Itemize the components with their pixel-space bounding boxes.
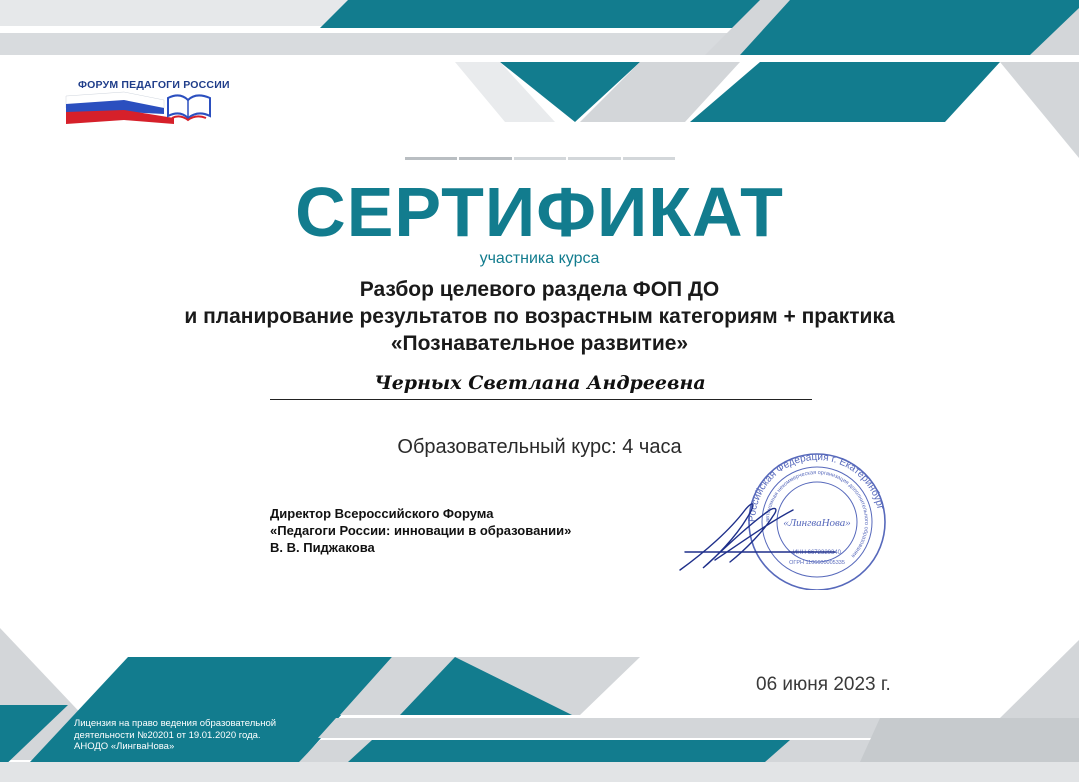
top-gray-stripe <box>0 0 380 26</box>
stamp-outer-text: Российская Федерация г. Екатеринбург <box>746 451 886 523</box>
stamp-inner-text: автономная некоммерческая организация дополнительного образования <box>764 469 870 559</box>
top-teal-right <box>740 0 1079 55</box>
top-gray-band <box>0 33 760 55</box>
participant-name: Черных Светлана Андреевна <box>374 372 706 394</box>
bottom-edge <box>0 762 1079 782</box>
license-line: Лицензия на право ведения образовательной <box>74 718 277 729</box>
director-block <box>270 505 571 556</box>
stamp-and-signature <box>675 440 900 590</box>
certificate-title: СЕРТИФИКАТ <box>295 173 784 251</box>
top-right-gray-wedge <box>1000 62 1079 158</box>
director-line: Директор Всероссийского Форума <box>270 506 494 521</box>
bottom-teal-bar <box>348 740 790 762</box>
bottom-gray-right-wedge <box>860 718 1079 762</box>
course-title-line: «Познавательное развитие» <box>390 332 689 355</box>
license-info <box>74 718 276 753</box>
stamp-ogrn-text: ОГРН 1106600005335 <box>789 560 845 566</box>
logo-text: ФОРУМ ПЕДАГОГИ РОССИИ <box>78 79 230 91</box>
top-teal-parallelogram <box>690 62 1000 122</box>
top-teal-band <box>320 0 795 28</box>
certificate-subtitle: участника курса <box>479 250 600 267</box>
stamp-center-text: «ЛингваНова» <box>783 517 851 529</box>
course-title <box>0 276 1079 357</box>
decorative-dashes <box>405 157 675 161</box>
director-line: В. В. Пиджакова <box>270 540 375 555</box>
director-line: «Педагоги России: инновации в образовании» <box>270 523 572 538</box>
course-title-line: и планирование результатов по возрастным категориям + практика <box>184 305 895 328</box>
name-underline <box>270 399 812 400</box>
course-duration: Образовательный курс: 4 часа <box>397 436 682 458</box>
stamp-inn-text: ИНН 6672329340 <box>792 550 842 556</box>
license-line: деятельности №20201 от 19.01.2020 года. <box>74 729 261 741</box>
svg-text:автономная некоммерческая орга <box>765 470 869 559</box>
license-line: АНОДО «ЛингваНова» <box>74 741 175 752</box>
course-title-line: Разбор целевого раздела ФОП ДО <box>359 278 720 301</box>
issue-date: 06 июня 2023 г. <box>756 674 891 695</box>
bottom-right-gray-triangle <box>1000 640 1079 718</box>
stamp <box>747 452 886 590</box>
